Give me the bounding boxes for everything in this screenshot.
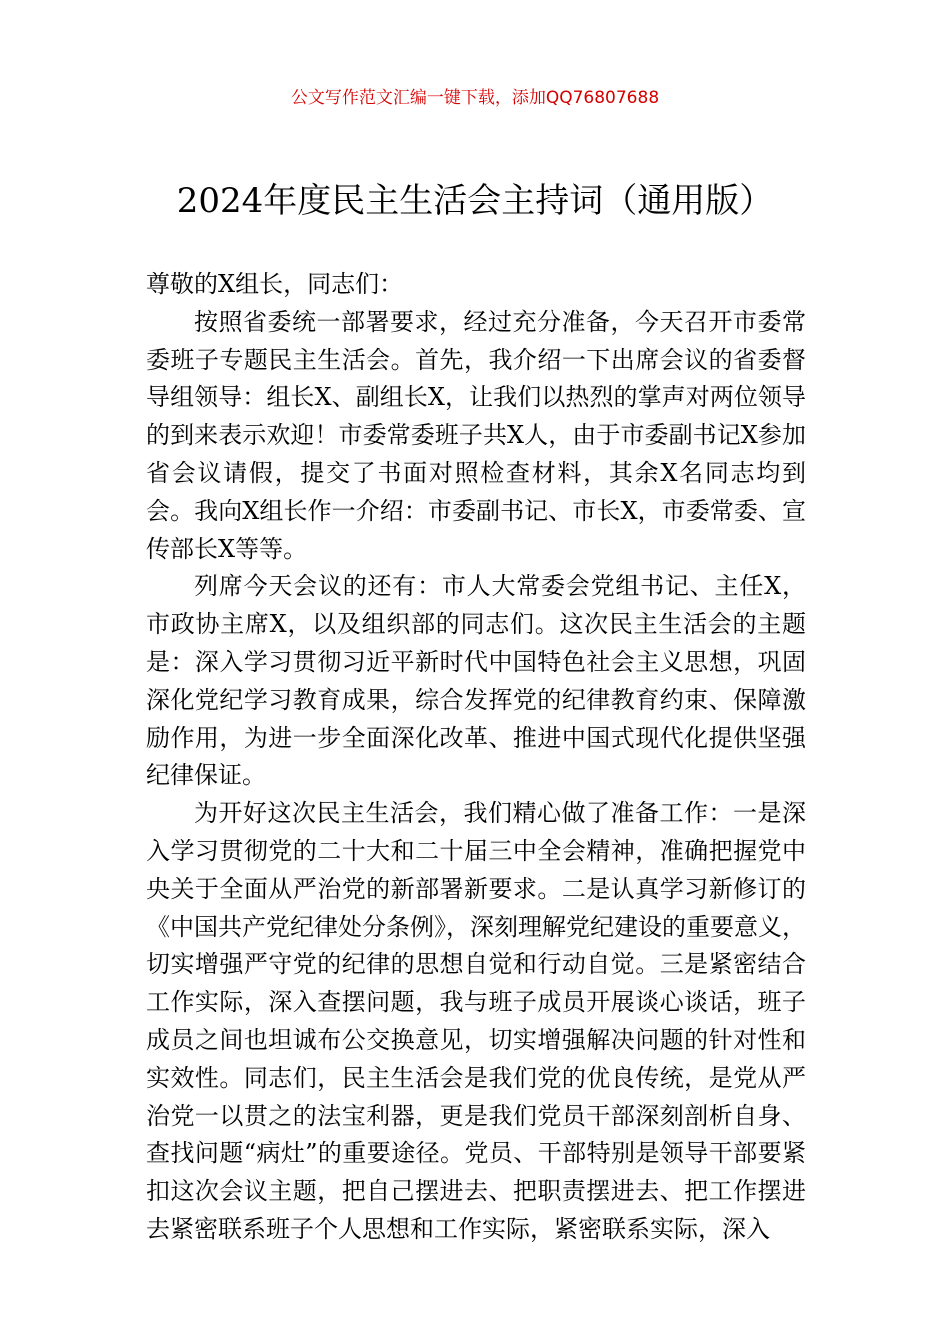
paragraph-3: 为开好这次民主生活会，我们精心做了准备工作：一是深入学习贯彻党的二十大和二十届三中全会精神，准确把握党中央关于全面从严治党的新部署新要求。二是认真学习新修订的《中国共产党纪律处分条例》，深刻理解党纪建设的重要意义，切实增强严守党的纪律的思想自觉和行动自觉。三是紧密结合工作实际，深入查摆问题，我与班子成员开展谈心谈话，班子成员之间也坦诚布公交换意见，切实增强解决问题的针对性和实效性。同志们，民主生活会是我们党的优良传统，是党从严治党一以贯之的法宝利器，更是我们党员干部深刻剖析自身、查找问题“病灶”的重要途径。党员、干部特别是领导干部要紧扣这次会议主题，把自己摆进去、把职责摆进去、把工作摆进去紧密联系班子个人思想和工作实际，紧密联系实际，深入 (146, 799, 806, 1243)
header-note: 公文写作范文汇编一键下载，添加QQ76807688 (290, 88, 660, 108)
paragraph-2: 列席今天会议的还有：市人大常委会党组书记、主任X，市政协主席X，以及组织部的同志们。这次民主生活会的主题是：深入学习贯彻习近平新时代中国特色社会主义思想，巩固深化党纪学习教育成果，综合发挥党的纪律教育约束、保障激励作用，为进一步全面深化改革、推进中国式现代化提供坚强纪律保证。 (146, 572, 806, 790)
salutation: 尊敬的X组长，同志们： (146, 270, 404, 298)
document-body (146, 266, 806, 1249)
paragraph-1: 按照省委统一部署要求，经过充分准备，今天召开市委常委班子专题民主生活会。首先，我介绍一下出席会议的省委督导组领导：组长X、副组长X，让我们以热烈的掌声对两位领导的到来表示欢迎！市委常委班子共X人，由于市委副书记X参加省会议请假，提交了书面对照检查材料，其余X名同志均到会。我向X组长作一介绍：市委副书记、市长X，市委常委、宣传部长X等等。 (146, 307, 806, 563)
document-title: 2024年度民主生活会主持词（通用版） (176, 181, 774, 221)
